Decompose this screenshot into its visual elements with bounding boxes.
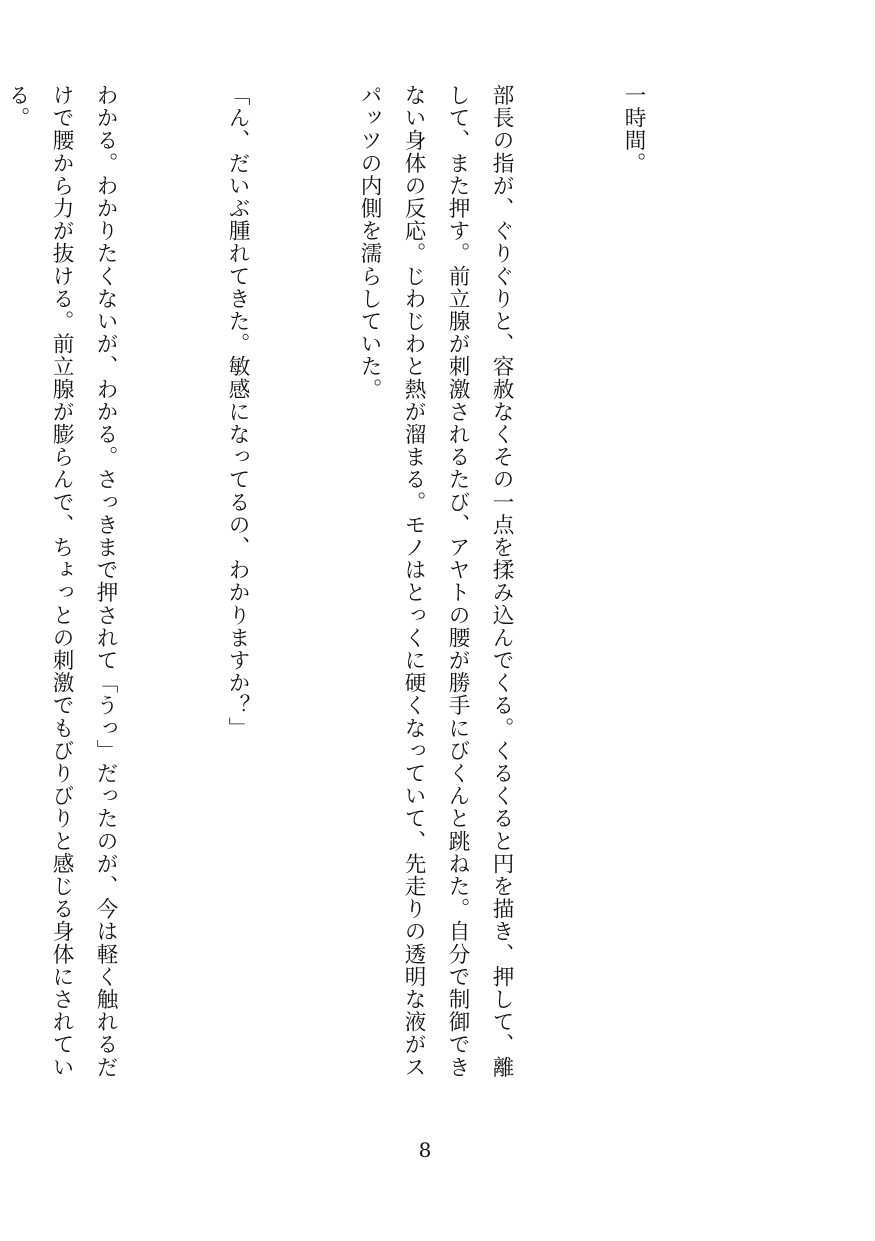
paragraph: 部長の指が、ぐりぐりと、容赦なくその一点を揉み込んでくる。くるくると円を描き、押して、離して、また押す。前立腺が刺激されるたび、アヤトの腰が勝手にびくんと跳ねた。自分で制御できない身体の反応。じわじわと熱が溜まる。モノはとっくに硬くなっていて、先走りの透明な液がスパッツの内側を濡らしていた。 (357, 84, 514, 1079)
paragraph: 一時間。 (621, 84, 646, 175)
paragraph: わかる。わかりたくないが、わかる。さっきまで押されて「うっ」だったのが、今は軽く触れるだけで腰から力が抜ける。前立腺が膨らんで、ちょっとの刺激でもびりびりと感じる身体にされている。 (5, 84, 118, 1079)
vertical-text-body (0, 84, 743, 1084)
page-number: 8 (418, 1138, 432, 1162)
paragraph: 「ん、だいぶ腫れてきた。敏感になってるの、わかりますか？」 (225, 84, 250, 740)
